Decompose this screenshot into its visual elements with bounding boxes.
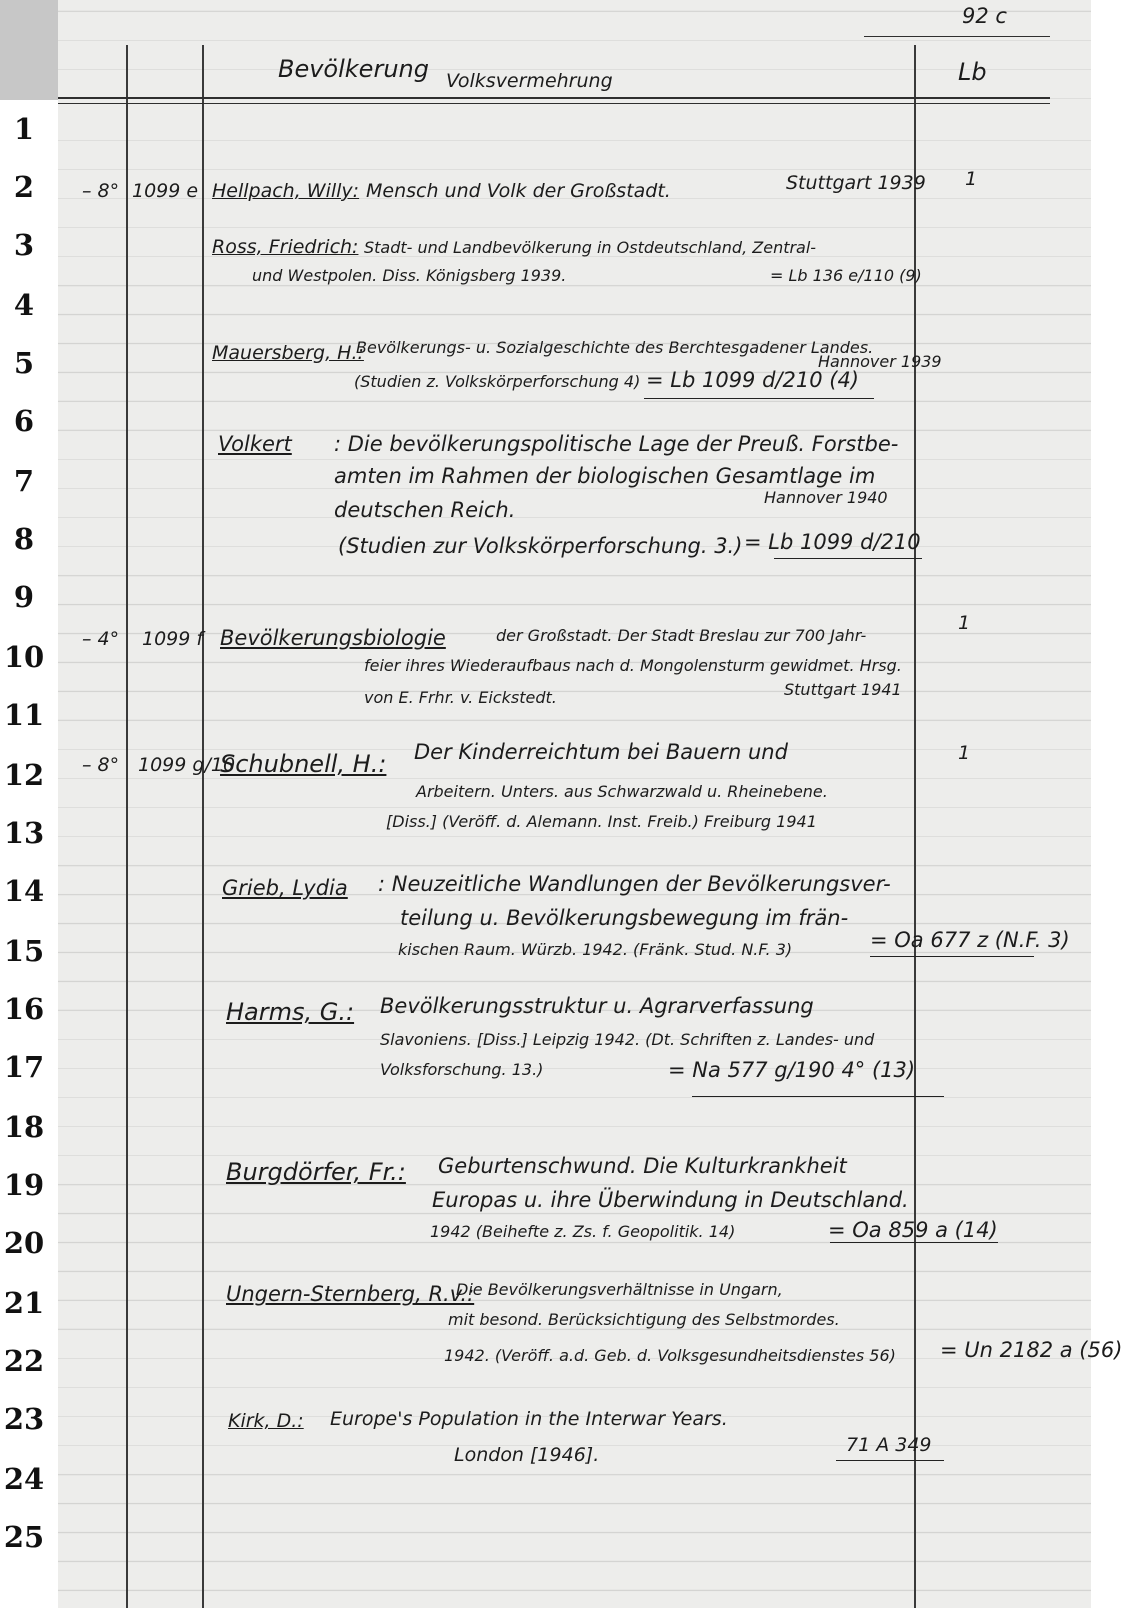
- row-number: 2: [13, 170, 35, 204]
- row-number: 6: [13, 404, 35, 438]
- entry-series: (Studien z. Volkskörperforschung 4): [354, 372, 641, 391]
- entry-author: Volkert: [218, 432, 292, 456]
- entry-title-line: Europe's Population in the Interwar Years.: [330, 1408, 728, 1430]
- reference-underline: [644, 398, 874, 399]
- row-number: 24: [3, 1462, 45, 1496]
- row-number: 1: [13, 112, 35, 146]
- entry-imprint: Stuttgart 1941: [784, 680, 902, 699]
- entry-reference: = Lb 136 e/110 (9): [770, 266, 922, 285]
- page-number: 92 c: [962, 4, 1007, 28]
- entry-count: 1: [958, 742, 971, 764]
- entry-imprint: Stuttgart 1939: [786, 172, 926, 194]
- entry-title-line: deutschen Reich.: [334, 498, 516, 522]
- heading-code: Lb: [958, 58, 987, 86]
- entry-count: 1: [965, 168, 978, 190]
- row-number: 22: [3, 1344, 45, 1378]
- row-number: 23: [3, 1402, 45, 1436]
- entry-imprint: Hannover 1940: [764, 488, 888, 507]
- row-number: 16: [3, 992, 45, 1026]
- row-number: 14: [3, 874, 45, 908]
- entry-title-line: amten im Rahmen der biologischen Gesamtlage im: [334, 464, 876, 488]
- reference-underline: [692, 1096, 944, 1097]
- heading-subject: Bevölkerung: [278, 55, 429, 83]
- entry-title-line: Bevölkerungs- u. Sozialgeschichte des Berchtesgadener Landes.: [356, 338, 874, 357]
- entry-title-line: von E. Frhr. v. Eickstedt.: [364, 688, 557, 707]
- entry-format: – 4°: [82, 628, 120, 650]
- entry-title-line: Die Bevölkerungsverhältnisse in Ungarn,: [456, 1280, 783, 1299]
- entry-title-line: Mensch und Volk der Großstadt.: [366, 180, 671, 202]
- entry-count: 1: [958, 612, 971, 634]
- entry-reference: = Un 2182 a (56): [940, 1338, 1122, 1362]
- row-number: 13: [3, 816, 45, 850]
- row-number: 9: [13, 580, 35, 614]
- row-number: 4: [13, 288, 35, 322]
- entry-author: Mauersberg, H.:: [212, 342, 364, 364]
- entry-reference: = Lb 1099 d/210: [744, 530, 921, 554]
- row-number: 7: [13, 464, 35, 498]
- entry-reference: = Na 577 g/190 4° (13): [668, 1058, 916, 1082]
- entry-author: Ungern-Sternberg, R.v.:: [226, 1282, 475, 1306]
- entry-reference: 71 A 349: [846, 1434, 932, 1456]
- row-number-column: [0, 100, 52, 1608]
- entry-author: Bevölkerungsbiologie: [220, 626, 446, 650]
- entry-author: Ross, Friedrich:: [212, 236, 359, 258]
- signature-column-rule: [202, 45, 204, 1608]
- row-number: 12: [3, 758, 45, 792]
- entry-title-line: kischen Raum. Würzb. 1942. (Fränk. Stud. N.F. 3): [398, 940, 793, 959]
- entry-title-line: [Diss.] (Veröff. d. Alemann. Inst. Freib.) Freiburg 1941: [386, 812, 817, 831]
- entry-format: – 8°: [82, 180, 120, 202]
- entry-format: – 8°: [82, 754, 120, 776]
- header-rule: [58, 97, 1050, 99]
- entry-title-line: Geburtenschwund. Die Kulturkrankheit: [438, 1154, 847, 1178]
- entry-title-line: London [1946].: [454, 1444, 600, 1466]
- row-number: 18: [3, 1110, 45, 1144]
- row-number: 11: [3, 698, 45, 732]
- entry-title-line: mit besond. Berücksichtigung des Selbstmordes.: [448, 1310, 840, 1329]
- row-number: 10: [3, 640, 45, 674]
- entry-title-line: Stadt- und Landbevölkerung in Ostdeutschland, Zentral-: [364, 238, 817, 257]
- heading-subtopic: Volksvermehrung: [446, 70, 613, 92]
- entry-author: Schubnell, H.:: [220, 750, 387, 778]
- entry-title-line: : Neuzeitliche Wandlungen der Bevölkerungsver-: [378, 872, 891, 896]
- row-number: 20: [3, 1226, 45, 1260]
- entry-title-line: Arbeitern. Unters. aus Schwarzwald u. Rheinebene.: [416, 782, 828, 801]
- entry-author: Hellpach, Willy:: [212, 180, 360, 202]
- entry-series: 1942. (Veröff. a.d. Geb. d. Volksgesundheitsdienstes 56): [444, 1346, 896, 1365]
- entry-author: Grieb, Lydia: [222, 876, 348, 900]
- entry-series: (Studien zur Volkskörperforschung. 3.): [338, 534, 743, 558]
- entry-signature: 1099 e: [132, 180, 199, 202]
- entry-title-line: Der Kinderreichtum bei Bauern und: [414, 740, 788, 764]
- entry-imprint: Hannover 1939: [818, 352, 942, 371]
- reference-underline: [870, 956, 1034, 957]
- entry-reference: = Oa 859 a (14): [828, 1218, 998, 1242]
- entry-title-line: Europas u. ihre Überwindung in Deutschland.: [432, 1188, 909, 1212]
- entry-title-line: Slavoniens. [Diss.] Leipzig 1942. (Dt. Schriften z. Landes- und: [380, 1030, 875, 1049]
- entry-reference: = Oa 677 z (N.F. 3): [870, 928, 1070, 952]
- reference-underline: [836, 1460, 944, 1461]
- entry-series: Volksforschung. 13.): [380, 1060, 544, 1079]
- entry-title-line: feier ihres Wiederaufbaus nach d. Mongolensturm gewidmet. Hrsg.: [364, 656, 902, 675]
- row-number: 5: [13, 346, 35, 380]
- entry-series: 1942 (Beihefte z. Zs. f. Geopolitik. 14): [430, 1222, 736, 1241]
- row-number: 17: [3, 1050, 45, 1084]
- page-number-rule: [864, 36, 1050, 37]
- reference-underline: [774, 558, 922, 559]
- entry-title-line: Bevölkerungsstruktur u. Agrarverfassung: [380, 994, 814, 1018]
- entry-title-line: teilung u. Bevölkerungsbewegung im frän-: [400, 906, 849, 930]
- entry-reference: = Lb 1099 d/210 (4): [646, 368, 860, 392]
- row-number: 19: [3, 1168, 45, 1202]
- reference-underline: [830, 1242, 998, 1243]
- entry-author: Kirk, D.:: [228, 1410, 304, 1432]
- entry-title-line: : Die bevölkerungspolitische Lage der Preuß. Forstbe-: [334, 432, 899, 456]
- entry-author: Harms, G.:: [226, 998, 355, 1026]
- entry-author: Burgdörfer, Fr.:: [226, 1158, 406, 1186]
- row-number: 15: [3, 934, 45, 968]
- row-number: 21: [3, 1286, 45, 1320]
- header-rule-thin: [58, 103, 1050, 104]
- scan-corner: [0, 0, 58, 100]
- entry-signature: 1099 g/10: [138, 754, 236, 776]
- row-number: 25: [3, 1520, 45, 1554]
- entry-title-line: und Westpolen. Diss. Königsberg 1939.: [252, 266, 567, 285]
- format-column-rule: [126, 45, 128, 1608]
- entry-signature: 1099 f: [142, 628, 204, 650]
- row-number: 3: [13, 228, 35, 262]
- row-number: 8: [13, 522, 35, 556]
- entry-title-line: der Großstadt. Der Stadt Breslau zur 700 Jahr-: [496, 626, 867, 645]
